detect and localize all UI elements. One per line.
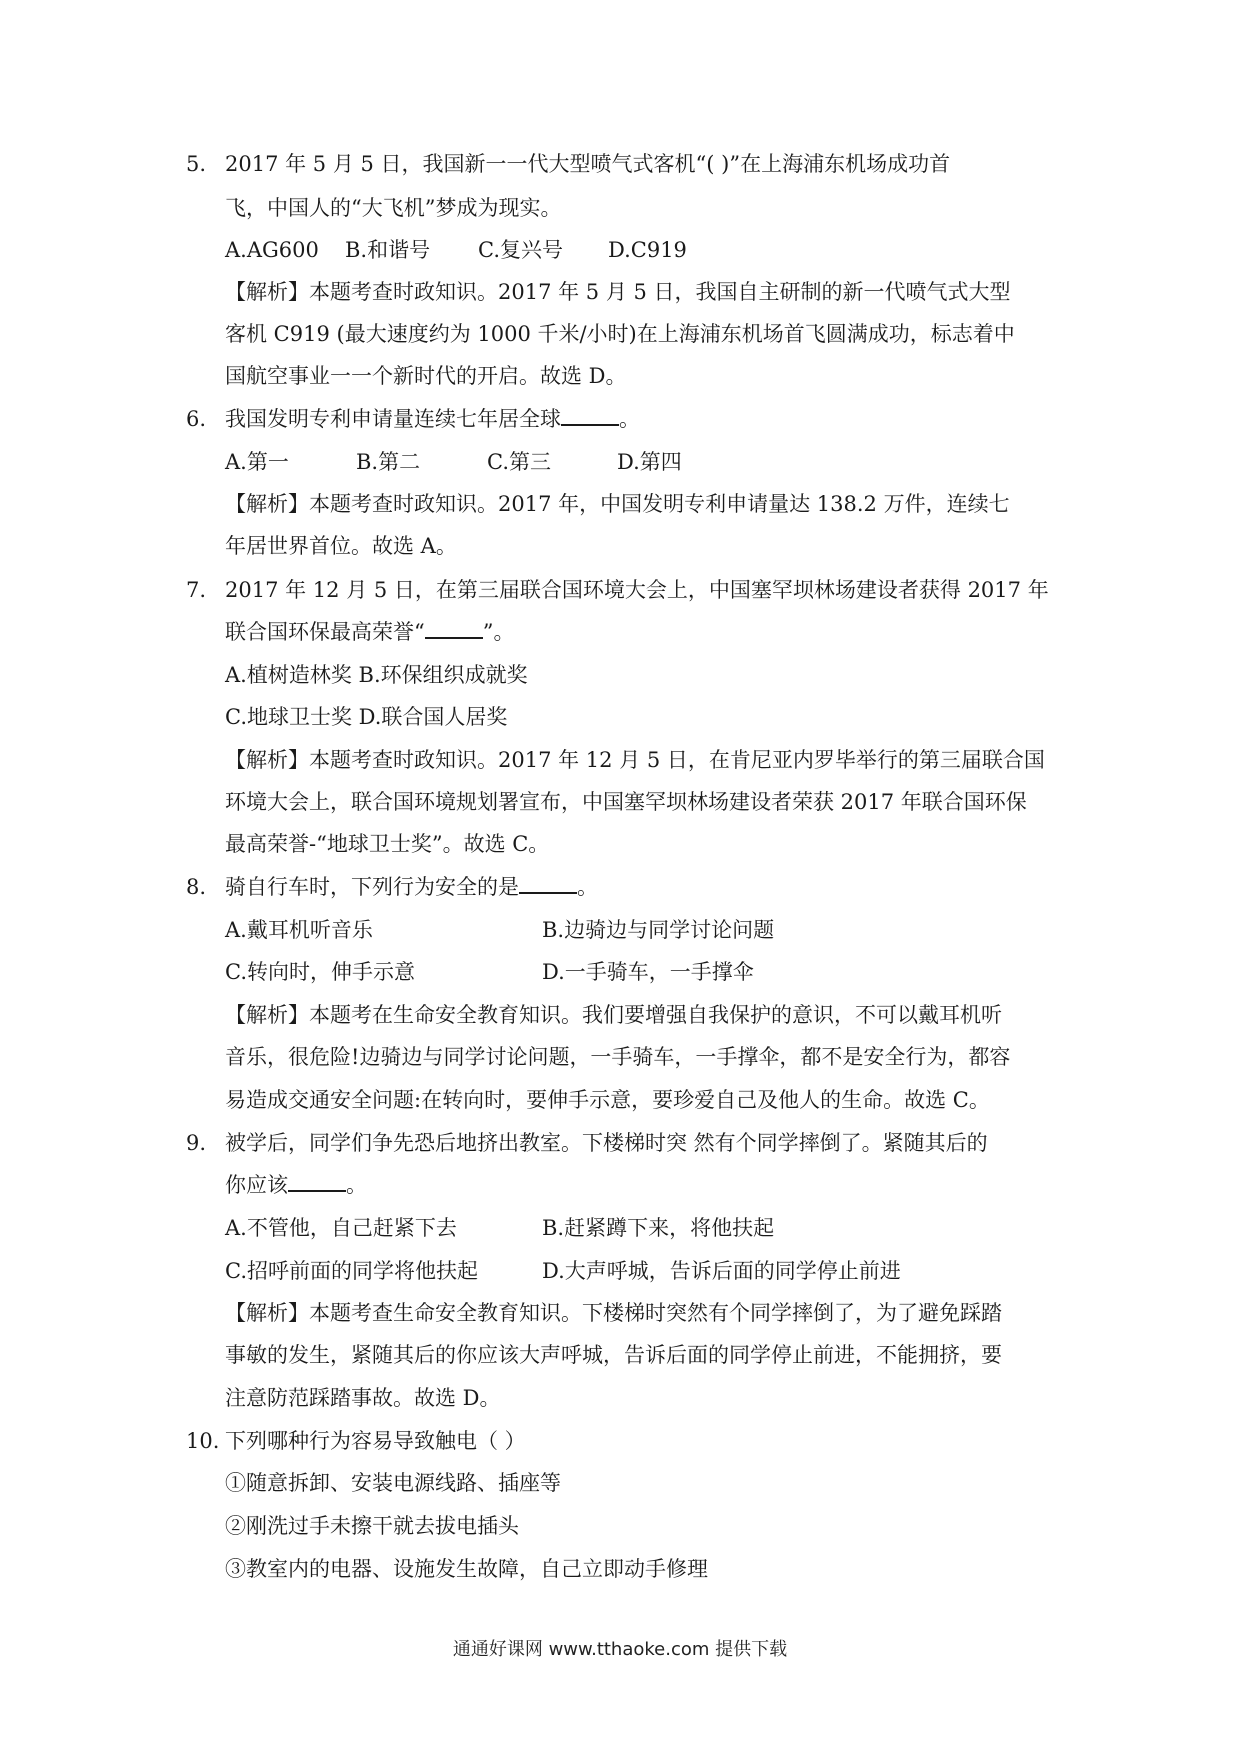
stem-text: 联合国环保最高荣誉“ [225,620,425,644]
question-stem [225,405,640,433]
question-stem: 飞，中国人的“大飞机”梦成为现实。 [225,196,562,220]
option-b: B.边骑边与同学讨论问题 [542,918,775,942]
question-stem [225,1171,367,1199]
analysis-line: 注意防范踩踏事故。故选 D。 [225,1386,501,1410]
answer-blank [288,1172,346,1192]
stem-text: 你应该 [225,1173,288,1197]
stem-text: 我国发明专利申请量连续七年居全球 [225,407,561,431]
stem-text: 。 [619,407,640,431]
analysis-line: 客机 C919 (最大速度约为 1000 千米/小时)在上海浦东机场首飞圆满成功，标志着中 [225,322,1015,346]
option-a: A.戴耳机听音乐 [225,918,373,942]
question-stem [225,618,515,646]
analysis-line: 国航空事业一一个新时代的开启。故选 D。 [225,364,627,388]
analysis-line: 【解析】本题考查时政知识。2017 年 5 月 5 日，我国自主研制的新一代喷气式大型 [225,280,1011,304]
option-d: D.大声呼城，告诉后面的同学停止前进 [542,1259,901,1283]
option-d: D.第四 [617,450,682,474]
question-stem: 2017 年 12 月 5 日，在第三届联合国环境大会上，中国塞罕坝林场建设者获得 2017 年 [225,578,1049,602]
stem-text: 骑自行车时，下列行为安全的是 [225,875,519,899]
analysis-line: 最高荣誉-“地球卫士奖”。故选 C。 [225,832,550,856]
option-c: C.招呼前面的同学将他扶起 [225,1259,478,1283]
stem-text: 。 [346,1173,367,1197]
option-c: C.第三 [487,450,551,474]
list-item: ②刚洗过手未擦干就去拔电插头 [225,1514,519,1538]
list-item: ①随意拆卸、安装电源线路、插座等 [225,1471,561,1495]
option-a: A.不管他，自己赶紧下去 [225,1216,457,1240]
question-number: 6. [186,407,207,431]
analysis-line: 音乐，很危险!边骑边与同学讨论问题，一手骑车，一手撑伞，都不是安全行为，都容 [225,1045,1011,1069]
question-number: 8. [186,875,207,899]
question-number: 10. [186,1429,220,1453]
stem-text: ”。 [482,620,515,644]
option-b: B.和谐号 [345,238,431,262]
option-d: D.一手骑车，一手撑伞 [542,960,754,984]
analysis-line: 【解析】本题考查时政知识。2017 年 12 月 5 日，在肯尼亚内罗毕举行的第三届联合国 [225,748,1045,772]
options-ab: A.植树造林奖 B.环保组织成就奖 [225,663,528,687]
option-a: A.AG600 [225,238,319,262]
option-a: A.第一 [225,450,289,474]
option-c: C.复兴号 [478,238,563,262]
question-stem [225,873,598,901]
analysis-line: 环境大会上，联合国环境规划署宣布，中国塞罕坝林场建设者荣获 2017 年联合国环保 [225,790,1027,814]
list-item: ③教室内的电器、设施发生故障，自己立即动手修理 [225,1557,708,1581]
option-d: D.C919 [608,238,687,262]
stem-text: 。 [577,875,598,899]
question-stem: 被学后，同学们争先恐后地挤出教室。下楼梯时突 然有个同学摔倒了。紧随其后的 [225,1131,988,1155]
answer-blank [425,619,483,639]
options-cd: C.地球卫士奖 D.联合国人居奖 [225,705,508,729]
question-number: 9. [186,1131,207,1155]
option-c: C.转向时，伸手示意 [225,960,415,984]
question-stem: 下列哪种行为容易导致触电（ ） [225,1429,526,1453]
question-number: 5. [186,152,207,176]
analysis-line: 【解析】本题考查生命安全教育知识。下楼梯时突然有个同学摔倒了，为了避免踩踏 [225,1301,1002,1325]
analysis-line: 事敏的发生，紧随其后的你应该大声呼城，告诉后面的同学停止前进，不能拥挤，要 [225,1343,1002,1367]
analysis-line: 【解析】本题考在生命安全教育知识。我们要增强自我保护的意识，不可以戴耳机听 [225,1003,1002,1027]
answer-blank [561,406,619,426]
analysis-line: 年居世界首位。故选 A。 [225,534,457,558]
question-number: 7. [186,578,207,602]
question-stem: 2017 年 5 月 5 日，我国新一一代大型喷气式客机“( )”在上海浦东机场成功首 [225,152,951,176]
footer-text: 通通好课网 www.tthaoke.com 提供下载 [452,1639,788,1660]
option-b: B.赶紧蹲下来，将他扶起 [542,1216,775,1240]
analysis-line: 易造成交通安全问题:在转向时，要伸手示意，要珍爱自己及他人的生命。故选 C。 [225,1088,990,1112]
option-b: B.第二 [356,450,421,474]
analysis-line: 【解析】本题考查时政知识。2017 年，中国发明专利申请量达 138.2 万件，连续七 [225,492,1010,516]
answer-blank [519,874,577,894]
